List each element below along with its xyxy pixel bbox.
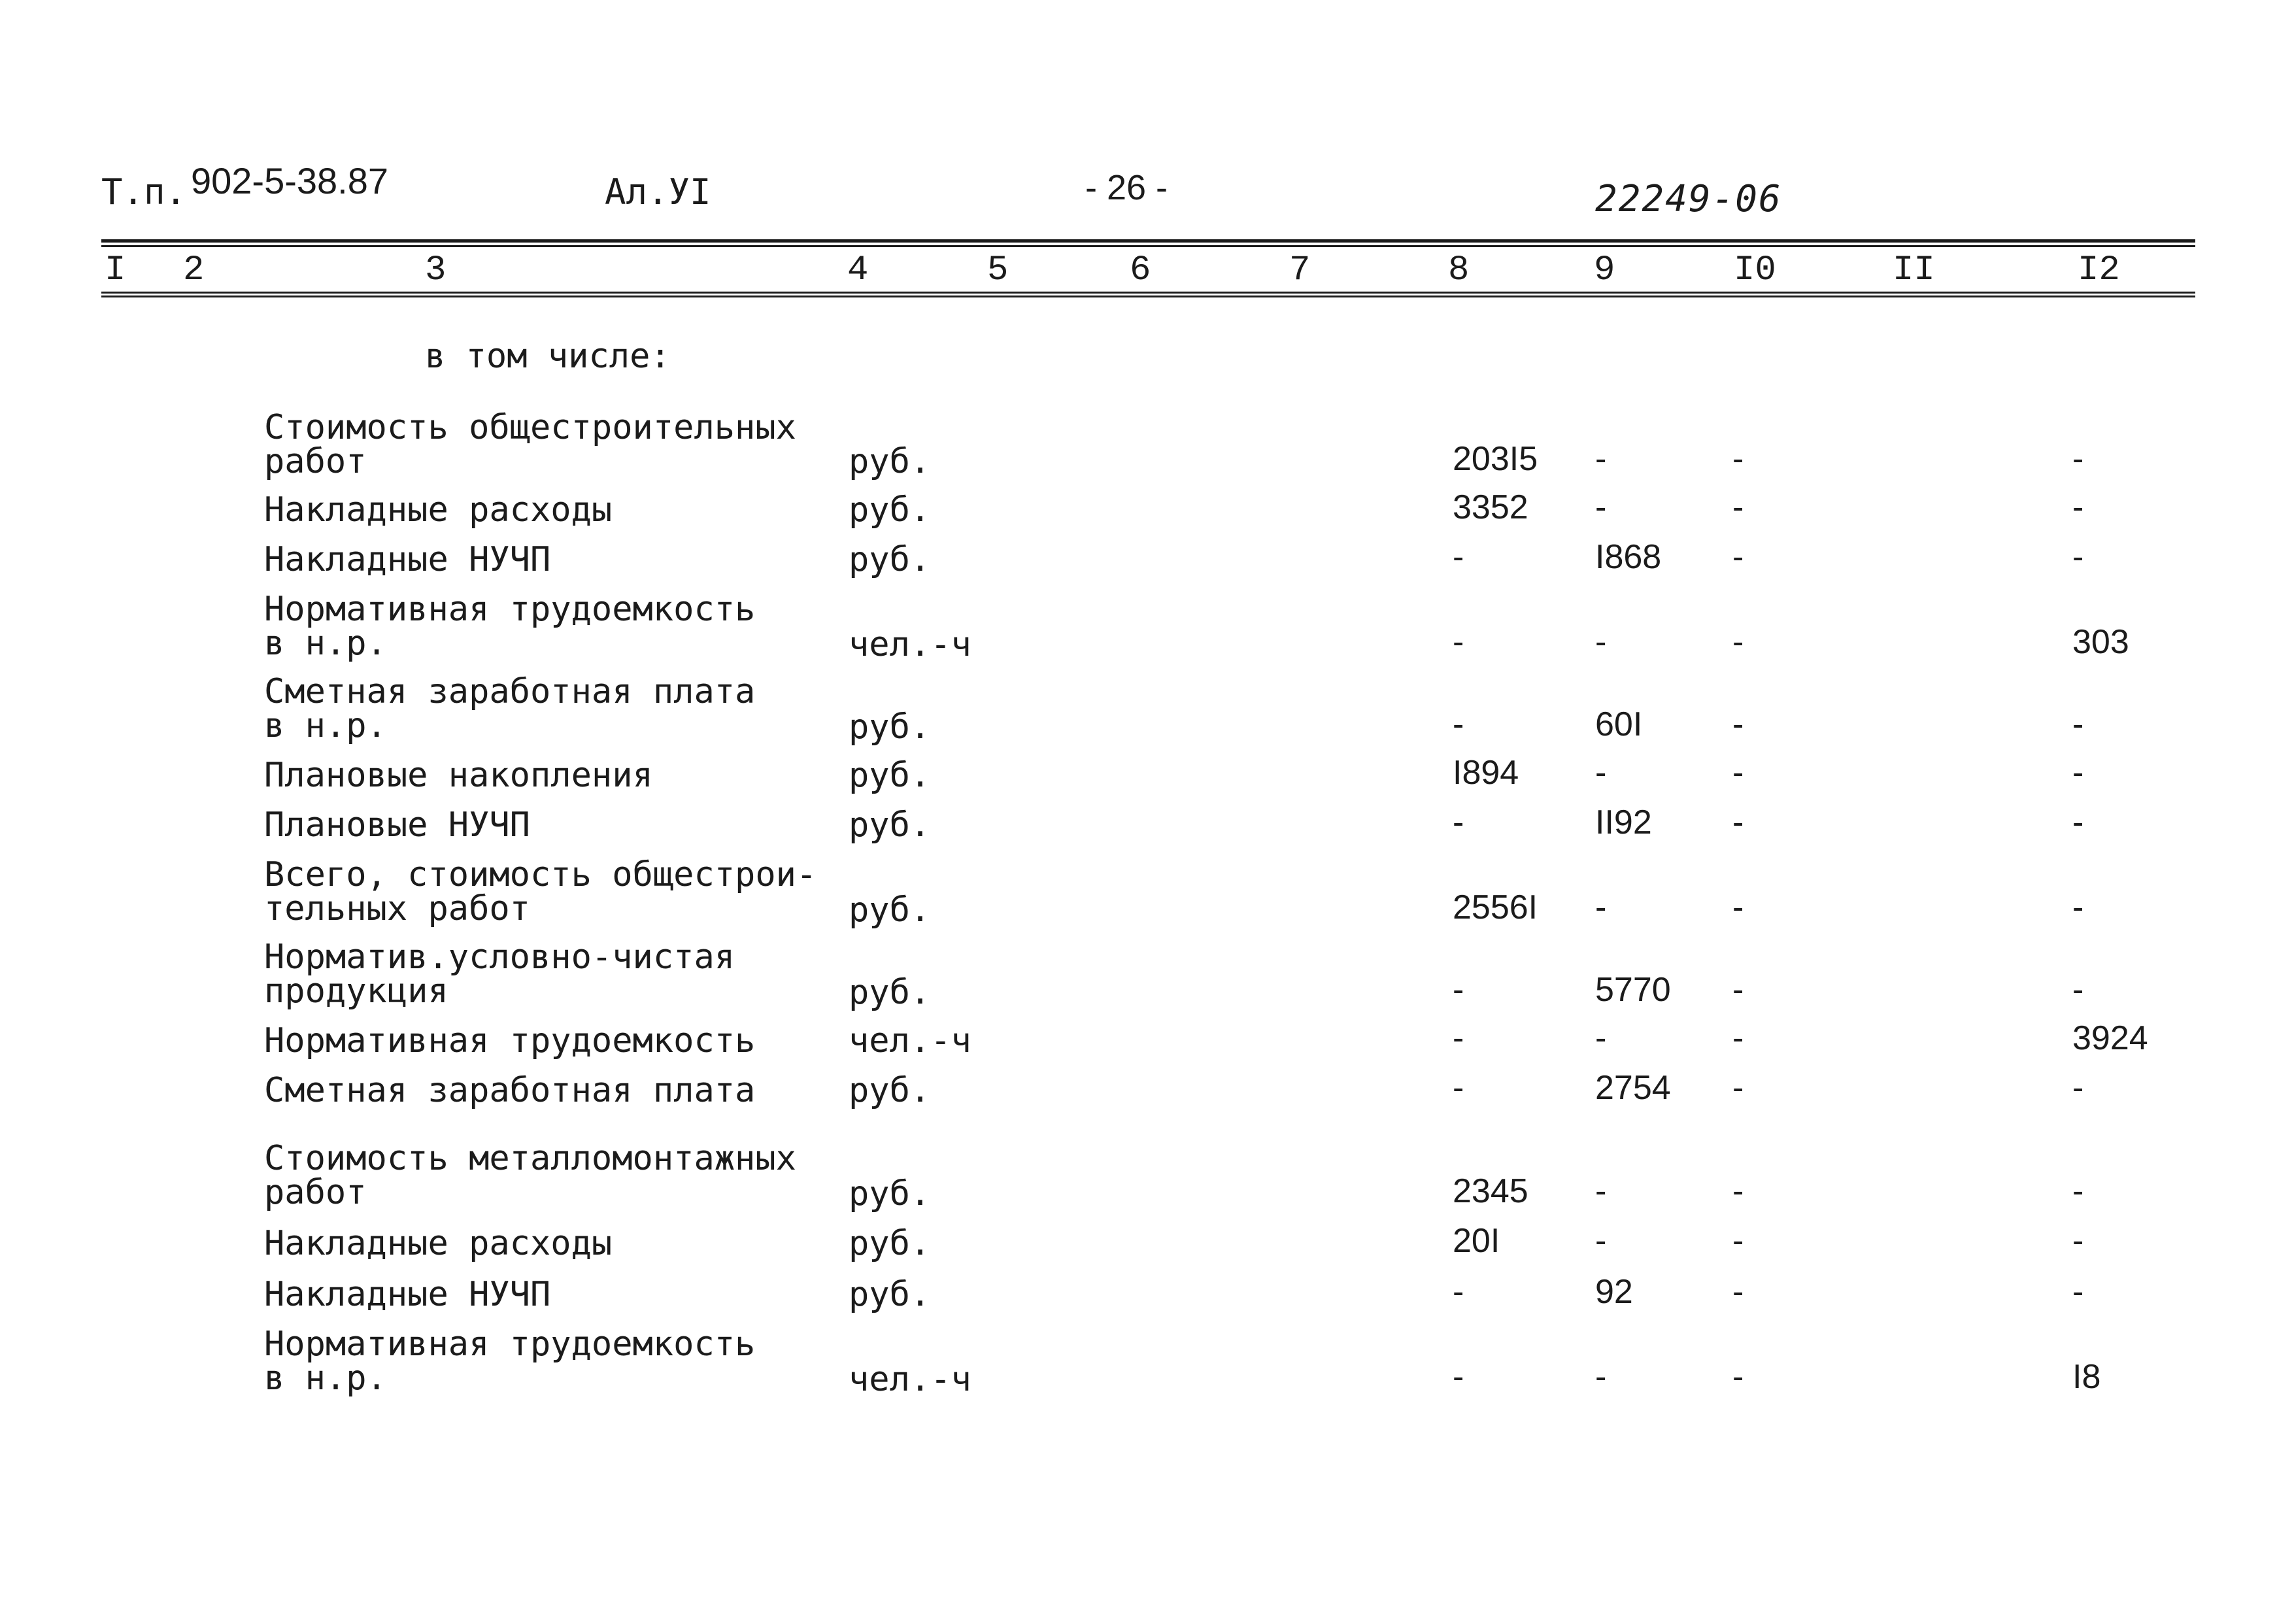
column-number: 8 [1448,250,1470,290]
column-number: 5 [987,250,1009,290]
cell-col12: - [2072,754,2084,792]
row-unit: руб. [849,707,931,747]
cell-col12: - [2072,1069,2084,1107]
cell-col10: - [1732,971,1744,1009]
cell-col10: - [1732,1358,1744,1396]
row-unit: чел.-ч [849,625,971,664]
cell-col9: - [1595,1222,1607,1260]
row-unit: руб. [849,973,931,1012]
cell-col10: - [1732,705,1744,743]
cell-col10: - [1732,804,1744,841]
cell-col9: II92 [1595,804,1652,841]
cell-col8: - [1453,1069,1464,1107]
row-unit: чел.-ч [849,1360,971,1399]
column-number: 4 [847,250,869,290]
cell-col8: - [1453,1273,1464,1311]
page-number: - 26 - [1085,168,1168,207]
row-unit: руб. [849,1224,931,1263]
cell-col12: - [2072,1172,2084,1210]
cell-col8: - [1453,623,1464,661]
row-unit: руб. [849,490,931,530]
header-rule-top-inner [101,245,2195,247]
header-rule-top [101,239,2195,243]
cell-col12: 303 [2072,623,2129,661]
cell-col12: - [2072,971,2084,1009]
column-number: 2 [183,250,205,290]
column-number: I0 [1734,250,1776,290]
cell-col8: 203I5 [1453,440,1538,478]
row-name: Плановые НУЧП [264,805,530,845]
cell-col10: - [1732,1273,1744,1311]
column-number: I [105,250,126,290]
cell-col8: - [1453,804,1464,841]
row-unit: руб. [849,442,931,481]
cell-col9: - [1595,488,1607,526]
row-unit: руб. [849,1275,931,1314]
cell-col9: - [1595,754,1607,792]
cell-col9: - [1595,1172,1607,1210]
header-rule-bottom-inner [101,296,2195,297]
cell-col12: I8 [2072,1358,2101,1396]
cell-col10: - [1732,1222,1744,1260]
cell-col9: 2754 [1595,1069,1671,1107]
cell-col8: - [1453,705,1464,743]
row-name: Всего, стоимость общестрои- тельных работ [264,855,817,928]
column-number: II [1893,250,1935,290]
cell-col10: - [1732,623,1744,661]
cell-col9: 60I [1595,705,1643,743]
cell-col8: - [1453,1019,1464,1057]
cell-col12: - [2072,538,2084,576]
row-unit: руб. [849,805,931,845]
row-name: Накладные расходы [264,1224,613,1263]
cell-col8: - [1453,971,1464,1009]
cell-col8: - [1453,538,1464,576]
row-name: Накладные НУЧП [264,1275,551,1314]
cell-col12: 3924 [2072,1019,2148,1057]
column-number: I2 [2078,250,2120,290]
cell-col12: - [2072,440,2084,478]
row-name: Нормативная трудоемкость [264,1021,756,1060]
cell-col12: - [2072,804,2084,841]
cell-col9: 5770 [1595,971,1671,1009]
cell-col9: - [1595,1019,1607,1057]
cell-col10: - [1732,1019,1744,1057]
cell-col9: 92 [1595,1273,1633,1311]
row-name: Накладные расходы [264,490,613,530]
cell-col10: - [1732,888,1744,926]
row-name: Накладные НУЧП [264,540,551,579]
cell-col9: - [1595,1358,1607,1396]
column-number: 7 [1289,250,1311,290]
row-unit: руб. [849,1174,931,1213]
cell-col8: 2556I [1453,888,1538,926]
doc-prefix: Т.п. [101,171,187,212]
cell-col10: - [1732,1172,1744,1210]
cell-col12: - [2072,705,2084,743]
cell-col8: - [1453,1358,1464,1396]
section-subheading: в том числе: [425,337,671,376]
row-name: Плановые накопления [264,756,653,795]
row-unit: руб. [849,756,931,795]
row-unit: руб. [849,540,931,579]
cell-col8: 20I [1453,1222,1500,1260]
row-name: Стоимость общестроительных работ [264,408,796,481]
row-name: Сметная заработная плата [264,1071,756,1110]
cell-col10: - [1732,440,1744,478]
cell-col9: - [1595,440,1607,478]
cell-col8: I894 [1453,754,1519,792]
header-rule-bottom [101,292,2195,294]
cell-col12: - [2072,1273,2084,1311]
cell-col8: 2345 [1453,1172,1528,1210]
cell-col10: - [1732,538,1744,576]
row-unit: руб. [849,890,931,930]
column-number: 6 [1130,250,1151,290]
cell-col10: - [1732,1069,1744,1107]
cell-col9: I868 [1595,538,1662,576]
row-unit: руб. [849,1071,931,1110]
cell-col12: - [2072,888,2084,926]
column-number: 9 [1594,250,1615,290]
row-name: Стоимость металломонтажных работ [264,1139,796,1212]
project-number: 902-5-38.87 [191,160,389,201]
cell-col9: - [1595,888,1607,926]
cell-col12: - [2072,1222,2084,1260]
inventory-code: 22249-06 [1595,178,1782,220]
album-number: Ал.УI [605,171,711,212]
row-name: Сметная заработная плата в н.р. [264,672,756,745]
row-name: Нормативная трудоемкость в н.р. [264,590,756,663]
row-unit: чел.-ч [849,1021,971,1060]
column-number: 3 [425,250,447,290]
row-name: Нормативная трудоемкость в н.р. [264,1325,756,1398]
cell-col8: 3352 [1453,488,1528,526]
cell-col10: - [1732,488,1744,526]
cell-col9: - [1595,623,1607,661]
cell-col12: - [2072,488,2084,526]
cell-col10: - [1732,754,1744,792]
row-name: Норматив.условно-чистая продукция [264,938,735,1011]
